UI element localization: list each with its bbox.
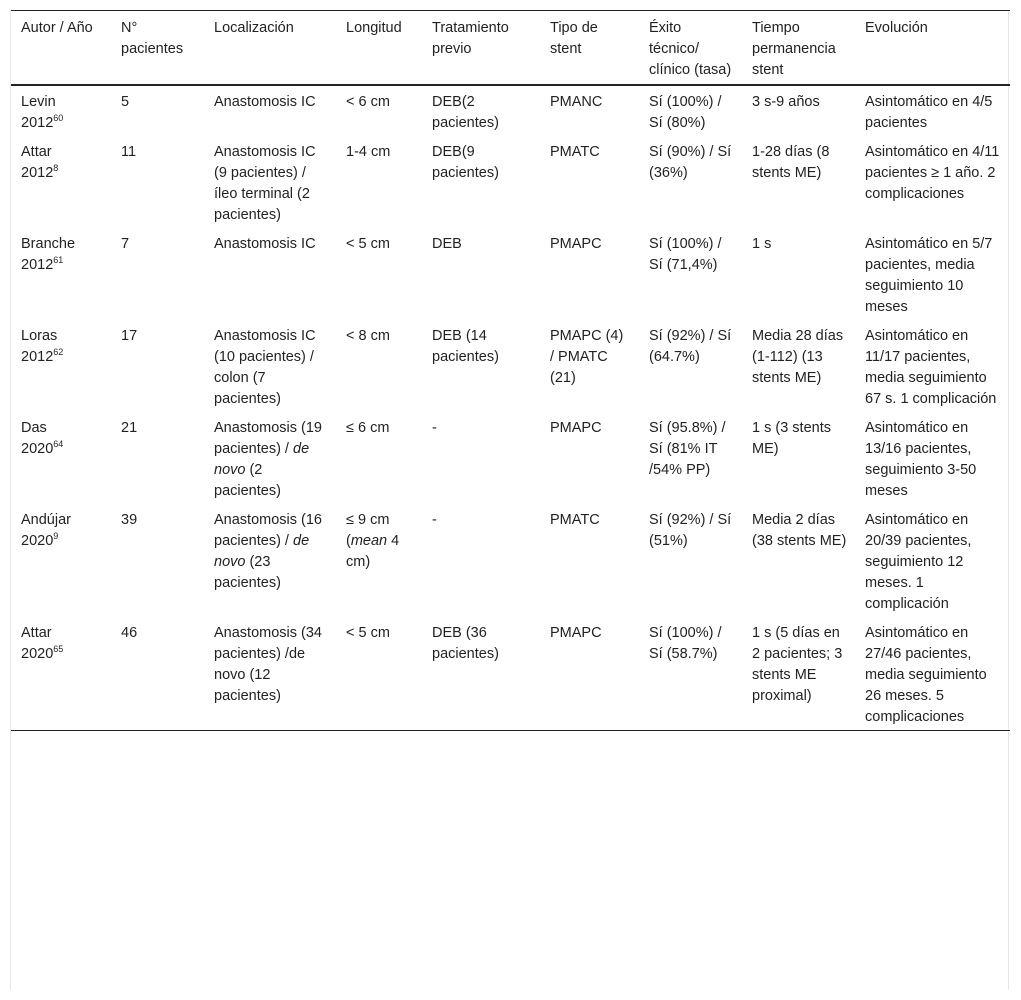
location-text: Anastomosis (19 pacientes) /: [214, 420, 322, 457]
cell-patients: 11: [121, 144, 137, 160]
reference-number: 64: [53, 439, 64, 450]
header-stent-type: Tipo de stent: [550, 20, 598, 57]
table-row: [11, 85, 1010, 136]
cell-stent-duration: 3 s-9 años: [752, 94, 820, 110]
studies-table: [11, 10, 1010, 731]
cell-stent-type: PMAPC (4) / PMATC (21): [550, 328, 624, 386]
cell-location: [204, 504, 336, 617]
author-name: Das: [21, 420, 47, 436]
cell-stent-type: PMAPC: [550, 236, 602, 252]
cell-stent-type: PMATC: [550, 144, 600, 160]
cell-prior-treatment: -: [432, 512, 437, 528]
header-location: Localización: [214, 20, 294, 36]
cell-patients: 7: [121, 236, 130, 252]
cell-author-year: [11, 412, 111, 504]
location-text: (2 pacientes): [214, 462, 281, 499]
cell-patients: 5: [121, 94, 130, 110]
cell-location: Anastomosis IC: [214, 94, 316, 110]
cell-success: Sí (100%) / Sí (58.7%): [639, 617, 742, 731]
length-text: ≤ 9 cm (: [346, 512, 390, 549]
header-prior-treatment: Tratamiento previo: [432, 20, 509, 57]
cell-prior-treatment: DEB: [432, 236, 462, 252]
cell-length: ≤ 6 cm: [346, 420, 390, 436]
cell-stent-duration: 1 s (5 días en 2 pacientes; 3 stents ME proximal): [742, 617, 855, 731]
cell-patients: 17: [121, 328, 138, 344]
author-name: Loras: [21, 328, 58, 344]
cell-outcome: Asintomático en 20/39 pacientes, seguimiento 12 meses. 1 complicación: [865, 512, 972, 612]
author-name: Levin: [21, 94, 56, 110]
reference-number: 61: [53, 255, 64, 266]
author-name: Andújar: [21, 512, 71, 528]
location-text: Anastomosis (16 pacientes) /: [214, 512, 322, 549]
author-name: Attar: [21, 144, 52, 160]
cell-success: Sí (92%) / Sí (64.7%): [649, 328, 732, 365]
cell-outcome: Asintomático en 11/17 pacientes, media seguimiento 67 s. 1 complicación: [865, 328, 997, 407]
study-year: 2020: [21, 646, 54, 662]
table-row: [11, 504, 1010, 617]
cell-prior-treatment: DEB(9 pacientes): [432, 144, 499, 181]
cell-length: 1-4 cm: [346, 144, 391, 160]
header-outcome: Evolución: [865, 20, 928, 36]
header-length: Longitud: [346, 20, 402, 36]
cell-outcome: Asintomático en 27/46 pacientes, media seguimiento 26 meses. 5 complicaciones: [855, 617, 1010, 731]
length-emphasis: mean: [350, 533, 388, 549]
studies-table-container: [10, 10, 1009, 990]
length-text: 4 cm): [346, 533, 400, 570]
cell-author-year: [11, 320, 111, 412]
cell-outcome: Asintomático en 13/16 pacientes, seguimiento 3-50 meses: [865, 420, 977, 499]
reference-number: 8: [53, 163, 59, 174]
cell-location: Anastomosis IC (10 pacientes) / colon (7 pacientes): [214, 328, 316, 407]
cell-stent-type: PMAPC: [550, 420, 602, 436]
author-name: Attar: [21, 625, 52, 641]
cell-stent-type: PMANC: [550, 94, 603, 110]
cell-patients: 46: [111, 617, 204, 731]
cell-length: < 8 cm: [346, 328, 390, 344]
study-year: 2012: [21, 165, 54, 181]
header-patients: N° pacientes: [121, 20, 184, 57]
header-success: Éxito técnico/ clínico (tasa): [649, 20, 732, 78]
cell-patients: 21: [121, 420, 138, 436]
cell-length: [336, 504, 422, 617]
reference-number: 60: [53, 113, 64, 124]
cell-success: Sí (95.8%) / Sí (81% IT /54% PP): [649, 420, 726, 478]
cell-stent-duration: Media 2 días (38 stents ME): [752, 512, 847, 549]
cell-outcome: Asintomático en 5/7 pacientes, media seguimiento 10 meses: [865, 236, 993, 315]
location-text: (23 pacientes): [214, 554, 281, 591]
cell-stent-duration: 1 s: [752, 236, 772, 252]
cell-location: Anastomosis IC (9 pacientes) / íleo terminal (2 pacientes): [214, 144, 316, 223]
cell-author-year: [11, 617, 111, 731]
reference-number: 65: [53, 644, 64, 655]
cell-stent-duration: 1-28 días (8 stents ME): [752, 144, 830, 181]
table-row: [11, 228, 1010, 320]
cell-author-year: [11, 136, 111, 228]
cell-stent-duration: 1 s (3 stents ME): [752, 420, 831, 457]
study-year: 2012: [21, 349, 54, 365]
cell-author-year: [11, 85, 111, 136]
cell-stent-type: PMATC: [550, 512, 600, 528]
cell-outcome: Asintomático en 4/11 pacientes ≥ 1 año. 2 complicaciones: [865, 144, 1000, 202]
cell-patients: 39: [121, 512, 138, 528]
cell-outcome: Asintomático en 4/5 pacientes: [865, 94, 993, 131]
location-emphasis: de novo: [214, 533, 310, 570]
study-year: 2012: [21, 257, 54, 273]
cell-location: Anastomosis IC: [214, 236, 316, 252]
cell-author-year: [11, 504, 111, 617]
cell-prior-treatment: -: [432, 420, 437, 436]
cell-author-year: [11, 228, 111, 320]
table-row: [11, 412, 1010, 504]
table-row: [11, 617, 1010, 731]
cell-success: Sí (92%) / Sí (51%): [649, 512, 732, 549]
header-row: [11, 11, 1010, 86]
location-emphasis: de novo: [214, 441, 310, 478]
study-year: 2020: [21, 533, 54, 549]
study-year: 2020: [21, 441, 54, 457]
cell-success: Sí (100%) / Sí (80%): [649, 94, 722, 131]
cell-success: Sí (100%) / Sí (71,4%): [649, 236, 722, 273]
study-year: 2012: [21, 115, 54, 131]
cell-length: < 5 cm: [346, 236, 390, 252]
cell-prior-treatment: DEB (36 pacientes): [422, 617, 540, 731]
cell-stent-type: PMAPC: [540, 617, 639, 731]
cell-length: < 5 cm: [336, 617, 422, 731]
cell-prior-treatment: DEB(2 pacientes): [432, 94, 499, 131]
cell-location: [204, 412, 336, 504]
cell-length: < 6 cm: [346, 94, 390, 110]
table-row: [11, 136, 1010, 228]
cell-prior-treatment: DEB (14 pacientes): [432, 328, 499, 365]
reference-number: 62: [53, 347, 64, 358]
cell-stent-duration: Media 28 días (1-112) (13 stents ME): [752, 328, 844, 386]
header-stent-duration: Tiempo permanencia stent: [752, 20, 836, 78]
reference-number: 9: [53, 531, 59, 542]
cell-success: Sí (90%) / Sí (36%): [649, 144, 732, 181]
cell-location: Anastomosis (34 pacientes) /de novo (12 pacientes): [204, 617, 336, 731]
header-author-year: Autor / Año: [21, 20, 93, 36]
table-row: [11, 320, 1010, 412]
author-name: Branche: [21, 236, 76, 252]
